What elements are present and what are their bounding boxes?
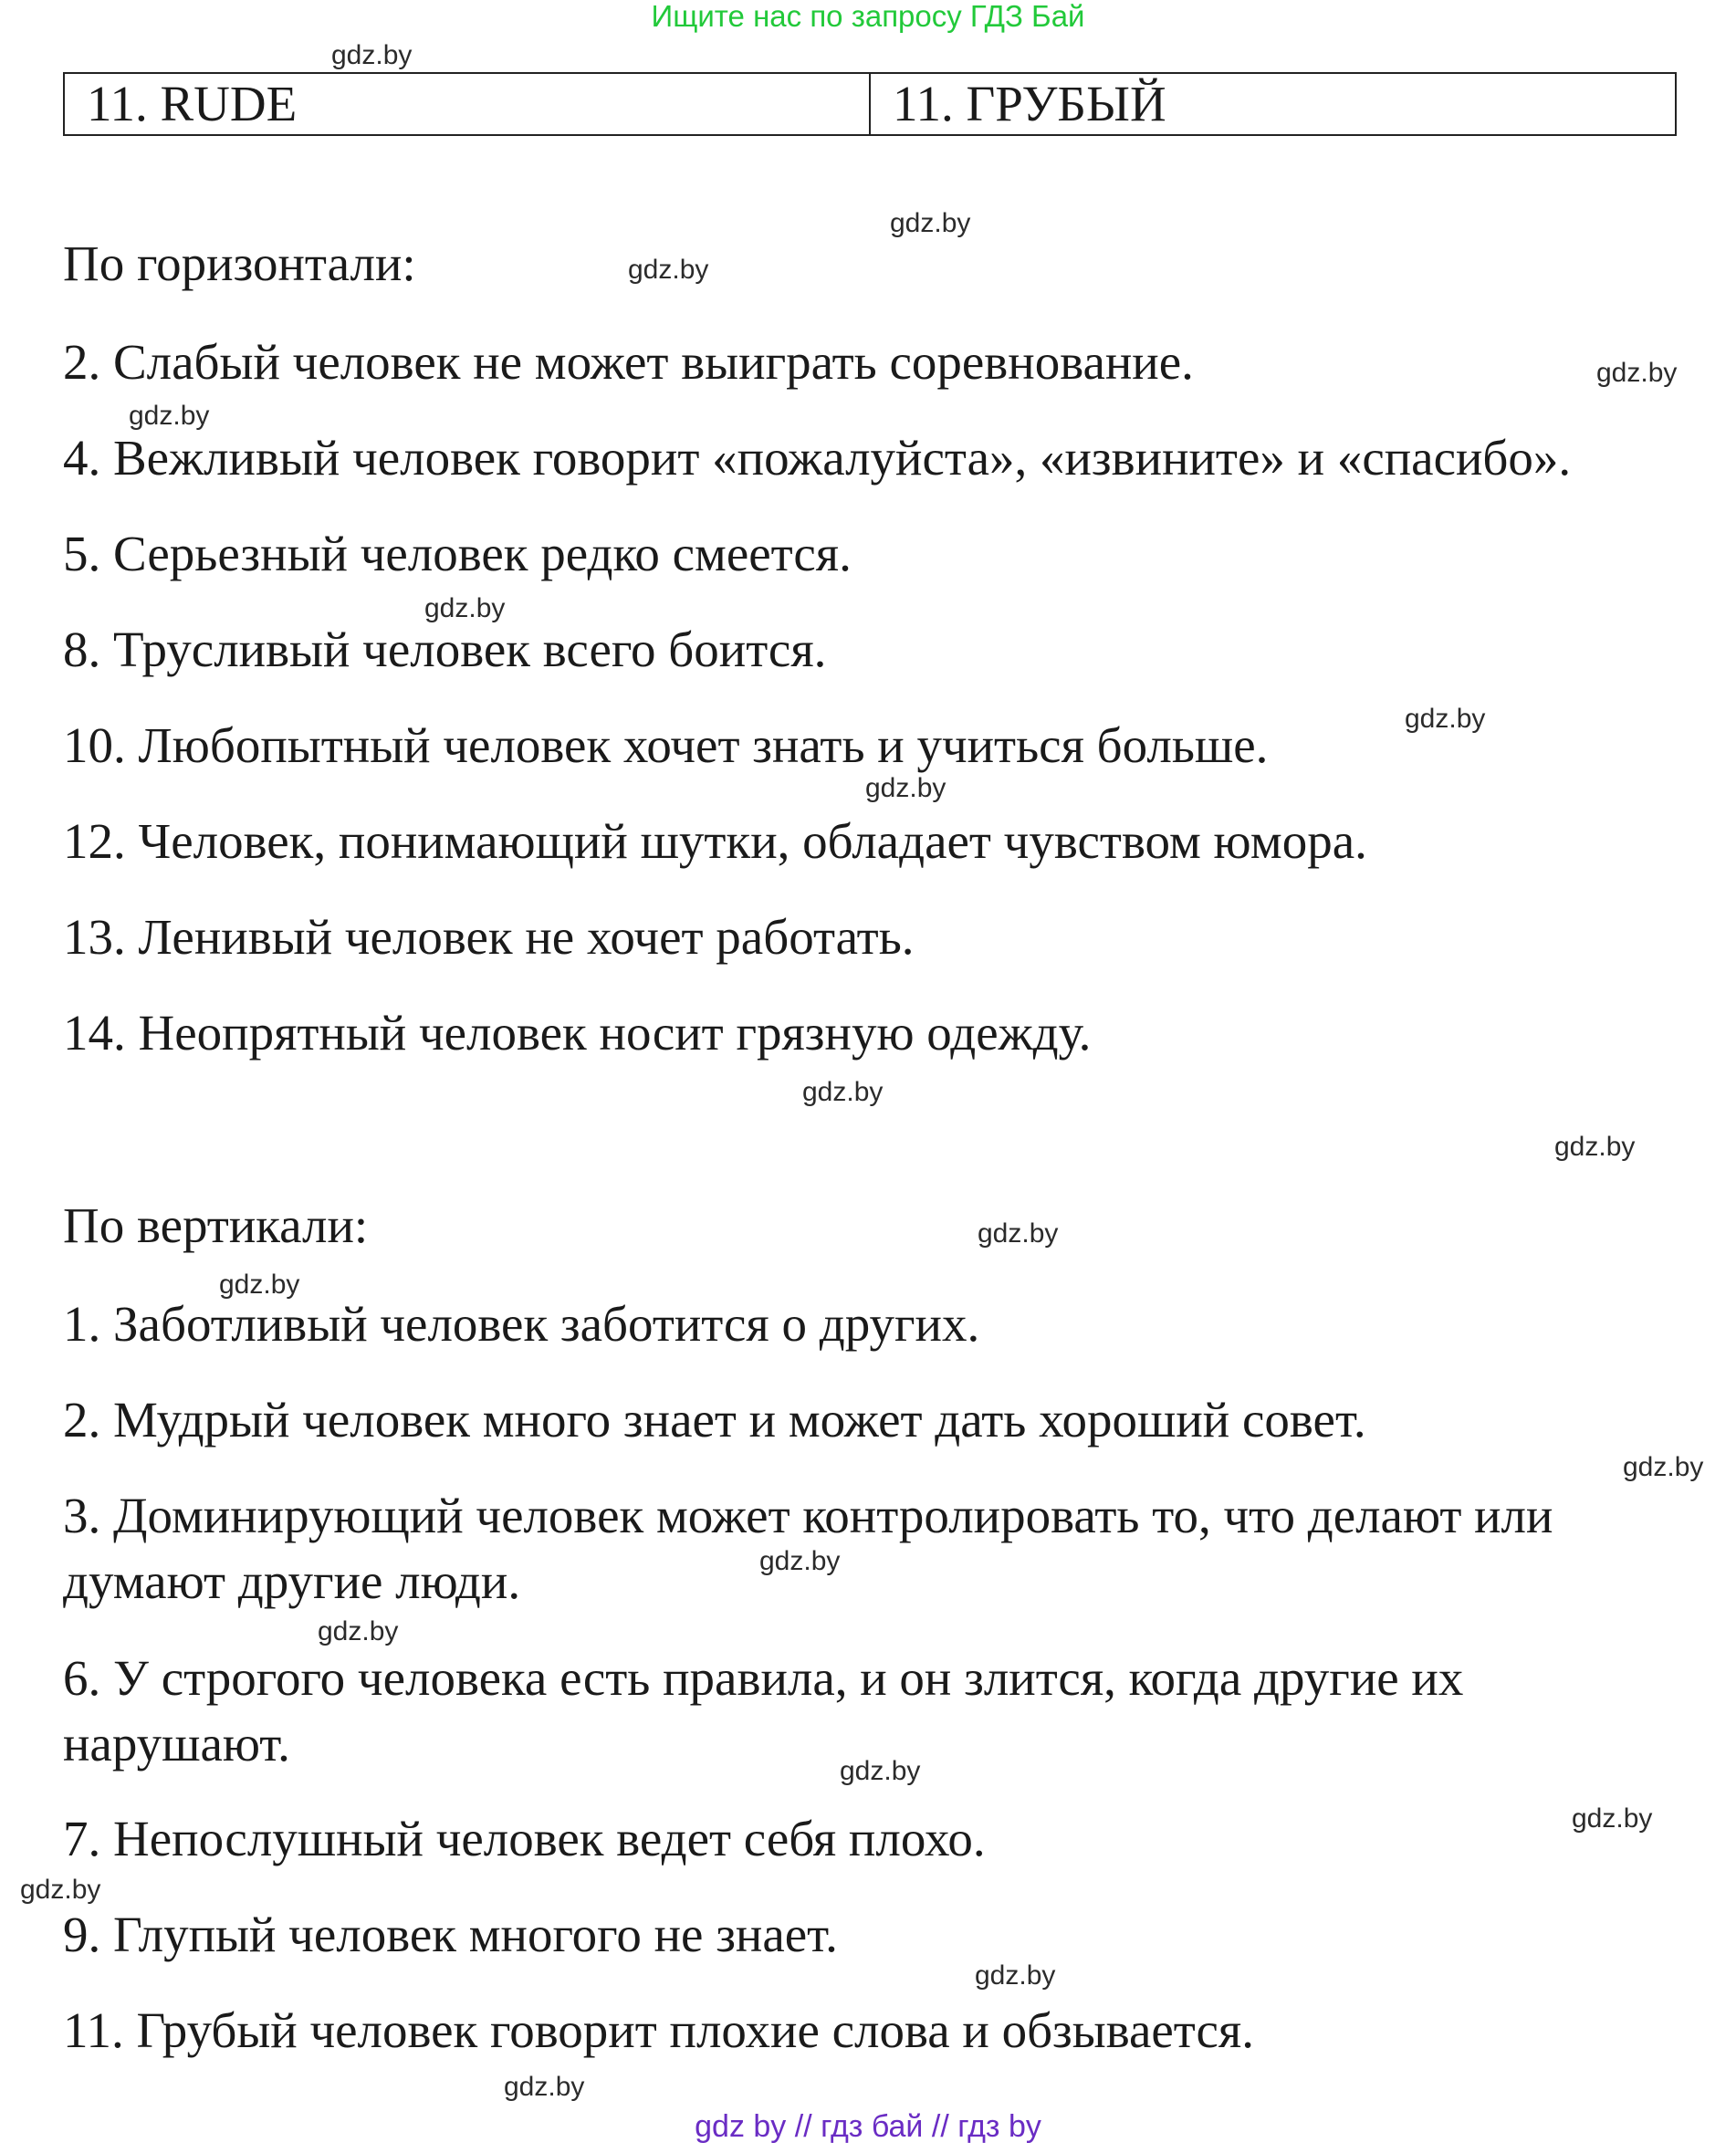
down-heading: По вертикали: [63, 1197, 369, 1253]
down-clue: 6. У строгого человека есть правила, и он злится, когда другие их нарушают. [63, 1650, 1464, 1772]
watermark: gdz.by [1623, 1452, 1704, 1482]
watermark: gdz.by [331, 40, 413, 70]
footer-links: gdz by // гдз бай // гдз by [695, 2109, 1041, 2144]
down-clue: 7. Непослушный человек ведет себя плохо. [63, 1811, 986, 1866]
down-clue: 3. Доминирующий человек может контролировать то, что делают или думают другие люди. [63, 1488, 1553, 1609]
watermark: gdz.by [865, 773, 946, 803]
across-clue: 8. Трусливый человек всего боится. [63, 622, 827, 677]
answer-english-cell: 11. RUDE [65, 74, 871, 134]
watermark: gdz.by [20, 1875, 101, 1905]
down-clue: 11. Грубый человек говорит плохие слова и обзывается. [63, 2002, 1254, 2058]
down-clue: 9. Глупый человек многого не знает. [63, 1907, 838, 1962]
watermark: gdz.by [1405, 704, 1486, 734]
across-clue: 10. Любопытный человек хочет знать и учиться больше. [63, 717, 1269, 773]
watermark: gdz.by [318, 1616, 399, 1646]
down-clue: 1. Заботливый человек заботится о других. [63, 1296, 980, 1352]
across-clue: 2. Слабый человек не может выиграть соревнование. [63, 334, 1194, 390]
answer-table [63, 72, 1677, 136]
down-clue: 2. Мудрый человек много знает и может дать хороший совет. [63, 1392, 1366, 1448]
across-clue: 14. Неопрятный человек носит грязную одежду. [63, 1005, 1092, 1061]
watermark: gdz.by [1596, 358, 1678, 388]
watermark: gdz.by [978, 1218, 1059, 1249]
watermark: gdz.by [840, 1756, 921, 1786]
watermark: gdz.by [129, 401, 210, 431]
top-banner: Ищите нас по запросу ГДЗ Бай [651, 0, 1085, 33]
across-clue: 4. Вежливый человек говорит «пожалуйста», «извините» и «спасибо». [63, 430, 1572, 486]
watermark: gdz.by [424, 593, 506, 623]
watermark: gdz.by [759, 1546, 841, 1576]
answer-russian-cell: 11. ГРУБЫЙ [893, 76, 1166, 131]
across-heading: По горизонтали: [63, 235, 416, 291]
watermark: gdz.by [975, 1960, 1056, 1991]
watermark: gdz.by [628, 255, 709, 285]
across-clue: 5. Серьезный человек редко смеется. [63, 526, 852, 581]
watermark: gdz.by [890, 208, 971, 238]
across-clue: 12. Человек, понимающий шутки, обладает чувством юмора. [63, 813, 1367, 869]
watermark: gdz.by [504, 2072, 585, 2102]
watermark: gdz.by [1554, 1132, 1636, 1162]
watermark: gdz.by [219, 1270, 300, 1300]
across-clue: 13. Ленивый человек не хочет работать. [63, 909, 915, 965]
watermark: gdz.by [802, 1077, 884, 1107]
watermark: gdz.by [1572, 1803, 1653, 1834]
